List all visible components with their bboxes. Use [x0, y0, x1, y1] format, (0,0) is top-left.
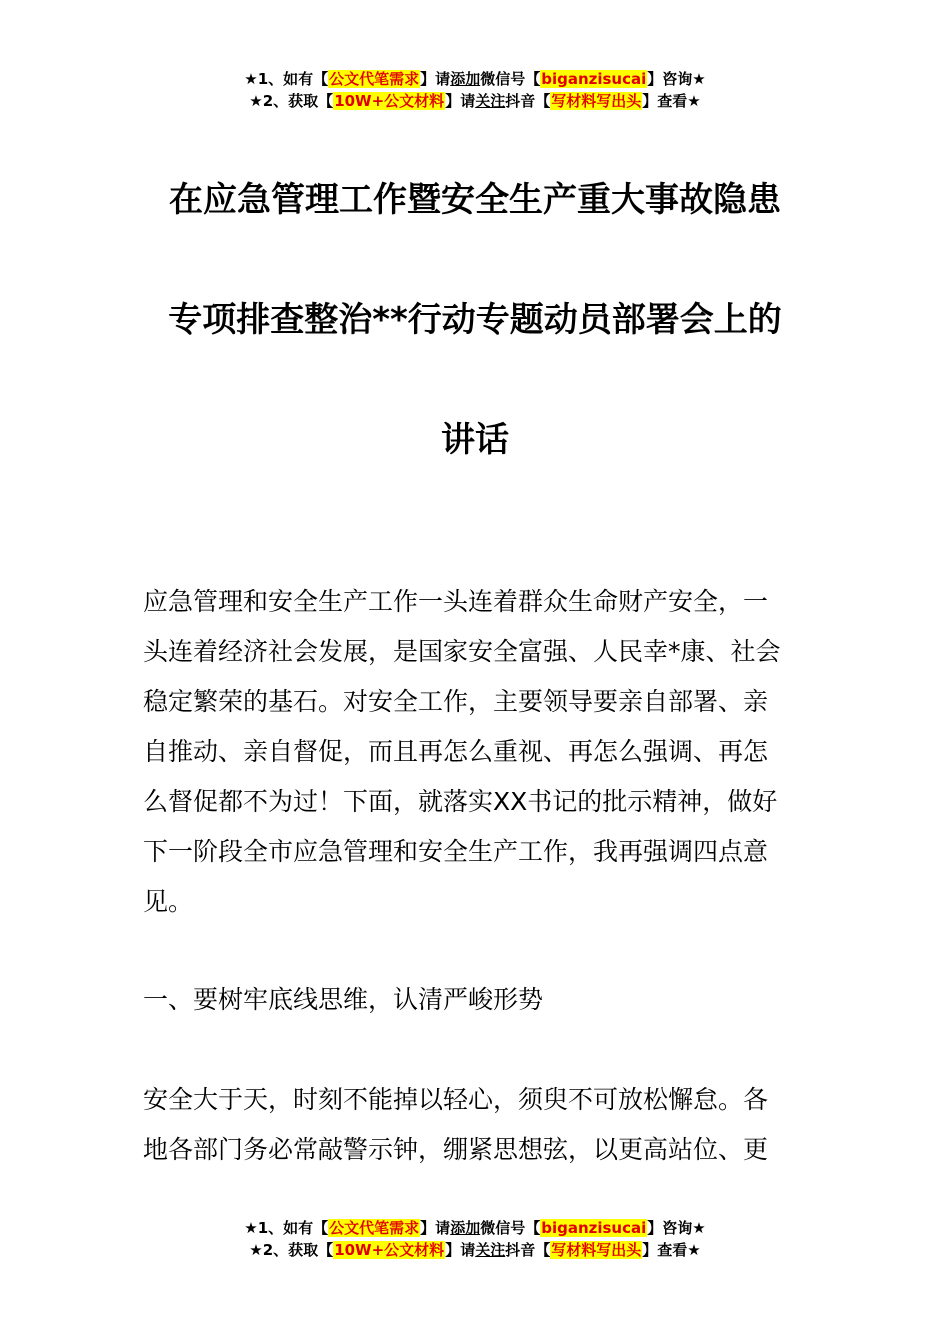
- header-banner: [0, 68, 950, 112]
- section-1-paragraph: [143, 1075, 808, 1175]
- paragraph-line: 么督促都不为过！下面，就落实XX书记的批示精神，做好: [143, 787, 778, 816]
- paragraph-line: 见。: [143, 887, 194, 916]
- document-title: [0, 140, 950, 500]
- paragraph-line: 安全大于天，时刻不能掉以轻心，须臾不可放松懈怠。各: [143, 1085, 769, 1114]
- banner-line-1: ★1、如有【公文代笔需求】请添加微信号【biganzisucai】咨询★: [244, 70, 706, 88]
- paragraph-line: 下一阶段全市应急管理和安全生产工作，我再强调四点意: [143, 837, 769, 866]
- paragraph-line: 地各部门务必常敲警示钟，绷紧思想弦，以更高站位、更: [143, 1135, 769, 1164]
- highlight-douyin-account: 写材料写出头: [551, 92, 642, 110]
- highlight-materials: 10W+公文材料: [334, 92, 445, 110]
- highlight-wechat-id: biganzisucai: [541, 1219, 647, 1237]
- paragraph-line: 稳定繁荣的基石。对安全工作，主要领导要亲自部署、亲: [143, 687, 769, 716]
- paragraph-line: 自推动、亲自督促，而且再怎么重视、再怎么强调、再怎: [143, 737, 769, 766]
- title-line-2: 专项排查整治**行动专题动员部署会上的: [168, 300, 782, 340]
- banner-line-2: ★2、获取【10W+公文材料】请关注抖音【写材料写出头】查看★: [249, 1241, 701, 1259]
- paragraph-line: 应急管理和安全生产工作一头连着群众生命财产安全，一: [143, 587, 769, 616]
- highlight-writing-service: 公文代笔需求: [329, 1219, 420, 1237]
- section-heading-1: 一、要树牢底线思维，认清严峻形势: [143, 985, 544, 1014]
- title-line-3: 讲话: [441, 420, 509, 460]
- highlight-wechat-id: biganzisucai: [541, 70, 647, 88]
- footer-banner: [0, 1217, 950, 1261]
- highlight-douyin-account: 写材料写出头: [551, 1241, 642, 1259]
- intro-paragraph: [143, 577, 808, 927]
- highlight-writing-service: 公文代笔需求: [329, 70, 420, 88]
- title-line-1: 在应急管理工作暨安全生产重大事故隐患: [169, 180, 781, 220]
- paragraph-line: 头连着经济社会发展，是国家安全富强、人民幸*康、社会: [143, 637, 781, 666]
- banner-line-2: ★2、获取【10W+公文材料】请关注抖音【写材料写出头】查看★: [249, 92, 701, 110]
- banner-line-1: ★1、如有【公文代笔需求】请添加微信号【biganzisucai】咨询★: [244, 1219, 706, 1237]
- highlight-materials: 10W+公文材料: [334, 1241, 445, 1259]
